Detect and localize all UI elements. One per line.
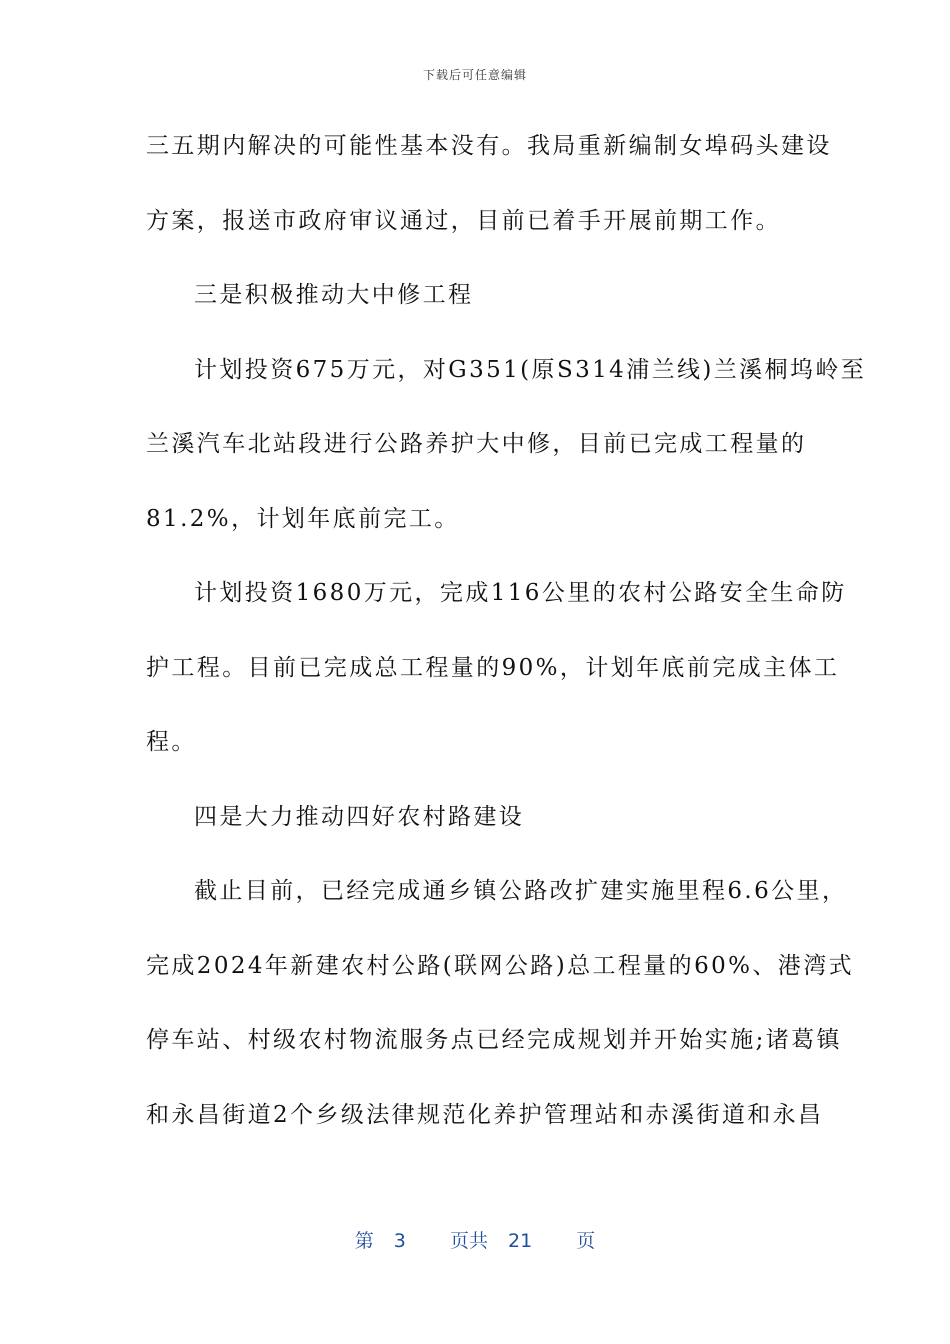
section-heading: 四是大力推动四好农村路建设 <box>194 803 525 830</box>
text-line: 护工程。目前已完成总工程量的90%，计划年底前完成主体工 <box>146 654 840 681</box>
text-line: 方案，报送市政府审议通过，目前已着手开展前期工作。 <box>146 207 781 234</box>
text-line: 程。 <box>146 729 197 755</box>
text-line: 截止目前，已经完成通乡镇公路改扩建实施里程6.6公里， <box>194 878 848 904</box>
document-body <box>146 118 867 1161</box>
section-heading: 三是积极推动大中修工程 <box>194 282 474 308</box>
current-page-number: 3 <box>393 1230 406 1252</box>
text-line: 81.2%，计划年底前完工。 <box>146 505 460 532</box>
page-prefix: 第 <box>354 1230 374 1252</box>
text-line: 计划投资1680万元，完成116公里的农村公路安全生命防 <box>194 580 847 606</box>
page-suffix: 页 <box>576 1230 596 1252</box>
text-line: 兰溪汽车北站段进行公路养护大中修，目前已完成工程量的 <box>146 431 807 457</box>
text-line: 和永昌街道2个乡级法律规范化养护管理站和赤溪街道和永昌 <box>146 1101 824 1128</box>
text-line: 完成2024年新建农村公路(联网公路)总工程量的60%、港湾式 <box>146 952 855 979</box>
page-middle: 页共 <box>449 1230 488 1252</box>
page-footer <box>0 1226 950 1253</box>
text-line: 停车站、村级农村物流服务点已经完成规划并开始实施;诸葛镇 <box>146 1027 842 1053</box>
text-line: 计划投资675万元，对G351(原S314浦兰线)兰溪桐坞岭至 <box>194 356 867 383</box>
total-pages: 21 <box>508 1230 533 1252</box>
text-line: 三五期内解决的可能性基本没有。我局重新编制女埠码头建设 <box>146 133 832 159</box>
page-header: 下载后可任意编辑 <box>422 68 527 82</box>
